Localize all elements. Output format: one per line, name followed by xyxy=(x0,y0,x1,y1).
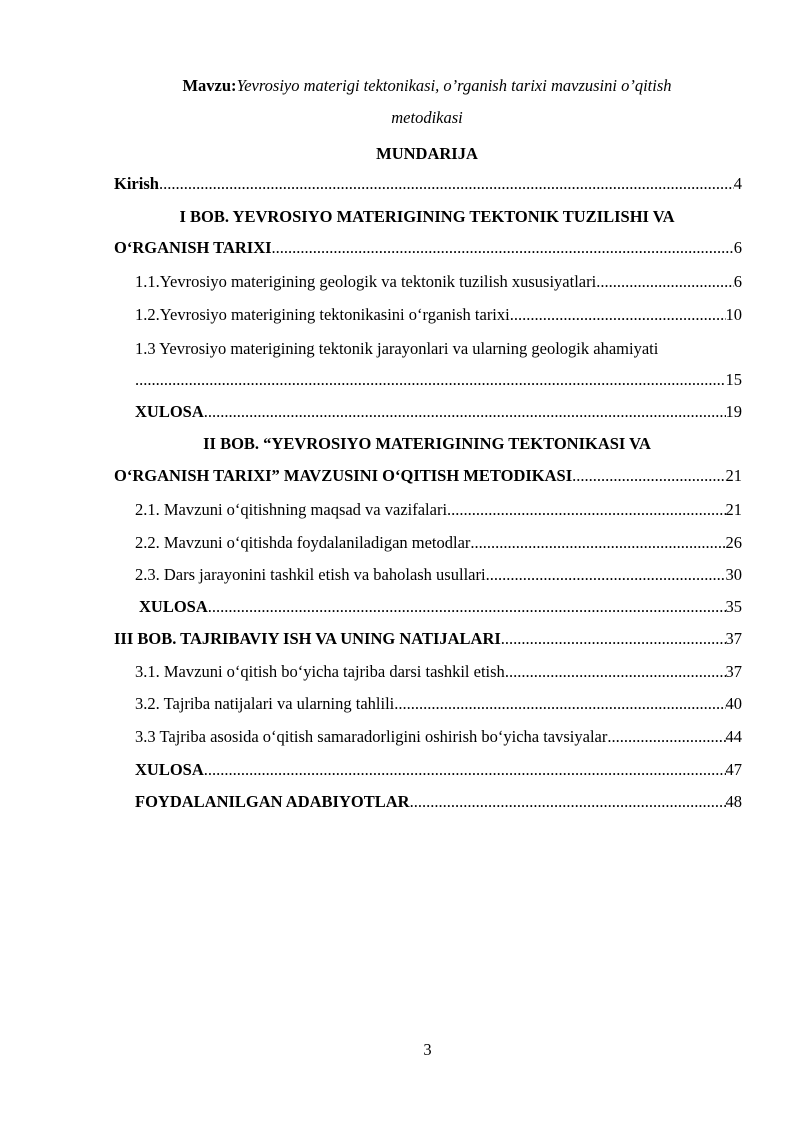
toc-entry-3-3[interactable] xyxy=(135,727,742,751)
leader-dots xyxy=(204,760,726,780)
leader-dots xyxy=(272,238,734,258)
toc-entry-xulosa-1[interactable] xyxy=(135,402,742,426)
toc-page-number: 48 xyxy=(725,792,742,811)
leader-dots xyxy=(572,466,725,486)
chapter-2-title-line-1: II BOB. “YEVROSIYO MATERIGINING TEKTONIKASI VA xyxy=(203,434,651,453)
toc-entry-label: 2.3. Dars jarayonini tashkil etish va baholash usullari xyxy=(135,565,486,584)
toc-page-number: 37 xyxy=(725,662,742,681)
section-number: 1.2. xyxy=(135,305,160,324)
leader-dots xyxy=(501,629,726,649)
leader-dots xyxy=(410,792,726,812)
toc-page-number: 4 xyxy=(733,174,742,193)
toc-page-number: 47 xyxy=(725,760,742,779)
toc-entry-label: O‘RGANISH TARIXI” MAVZUSINI O‘QITISH METODIKASI xyxy=(114,466,573,485)
toc-entry-label: XULOSA xyxy=(135,402,204,421)
toc-page-number: 35 xyxy=(725,597,742,616)
toc-page-number: 26 xyxy=(725,533,742,552)
leader-dots xyxy=(204,402,726,422)
leader-dots xyxy=(607,727,725,747)
topic-label: Mavzu: xyxy=(182,76,237,95)
toc-entry-label: Yevrosiyo materigining geologik va tektonik tuzilish xususiyatlari xyxy=(159,272,597,291)
toc-heading: MUNDARIJA xyxy=(376,144,478,163)
toc-entry-label: 2.1. Mavzuni o‘qitishning maqsad va vazifalari xyxy=(135,500,448,519)
toc-entry-label: O‘RGANISH TARIXI xyxy=(114,238,272,257)
leader-dots xyxy=(486,565,726,585)
leader-dots xyxy=(135,370,726,390)
toc-page-number: 21 xyxy=(725,500,742,519)
toc-entry-label: XULOSA xyxy=(135,760,204,779)
toc-entry-label: Yevrosiyo materigining tektonikasini o‘rganish tarixi xyxy=(159,305,510,324)
toc-entry-1-2[interactable] xyxy=(135,305,742,329)
toc-entry-3-2[interactable] xyxy=(135,694,742,718)
toc-page-number: 21 xyxy=(725,466,742,485)
toc-entry-xulosa-2[interactable] xyxy=(139,597,742,621)
page-number: 3 xyxy=(423,1040,432,1059)
toc-entry-2-1[interactable] xyxy=(135,500,742,524)
toc-entry-label: III BOB. TAJRIBAVIY ISH VA UNING NATIJALARI xyxy=(114,629,501,648)
toc-page-number: 40 xyxy=(725,694,742,713)
leader-dots xyxy=(447,500,725,520)
toc-page-number: 37 xyxy=(725,629,742,648)
leader-dots xyxy=(505,662,726,682)
toc-page-number: 15 xyxy=(725,370,742,389)
toc-page-number: 30 xyxy=(725,565,742,584)
toc-page-number: 6 xyxy=(733,238,742,257)
toc-entry-1-3[interactable] xyxy=(135,370,742,394)
toc-entry-chapter-2[interactable] xyxy=(114,466,742,490)
leader-dots xyxy=(208,597,726,617)
toc-entry-2-3[interactable] xyxy=(135,565,742,589)
toc-entry-label: 2.2. Mavzuni o‘qitishda foydalaniladigan metodlar xyxy=(135,533,471,552)
topic-text: Yevrosiyo materigi tektonikasi, o’rganish tarixi mavzusini o’qitish xyxy=(236,76,672,95)
toc-entry-1-3-label[interactable]: 1.3 Yevrosiyo materigining tektonik jarayonlari va ularning geologik ahamiyati xyxy=(135,339,659,358)
toc-page-number: 6 xyxy=(733,272,742,291)
toc-entry-2-2[interactable] xyxy=(135,533,742,557)
leader-dots xyxy=(596,272,734,292)
toc-entry-chapter-1[interactable] xyxy=(114,238,742,262)
toc-entry-xulosa-3[interactable] xyxy=(135,760,742,784)
leader-dots xyxy=(470,533,725,553)
toc-entry-label: 3.2. Tajriba natijalari va ularning tahlili xyxy=(135,694,395,713)
toc-entry-1-1[interactable] xyxy=(135,272,742,296)
toc-page-number: 10 xyxy=(725,305,742,324)
leader-dots xyxy=(510,305,726,325)
toc-entry-kirish[interactable] xyxy=(114,174,742,198)
toc-entry-label: FOYDALANILGAN ADABIYOTLAR xyxy=(135,792,410,811)
leader-dots xyxy=(159,174,734,194)
chapter-1-title-line-1: I BOB. YEVROSIYO MATERIGINING TEKTONIK TUZILISHI VA xyxy=(179,207,675,226)
toc-entry-label: XULOSA xyxy=(139,597,208,616)
toc-page-number: 19 xyxy=(725,402,742,421)
toc-entry-label: 3.3 Tajriba asosida o‘qitish samaradorligini oshirish bo‘yicha tavsiyalar xyxy=(135,727,608,746)
toc-entry-references[interactable] xyxy=(135,792,742,816)
toc-entry-label: Kirish xyxy=(114,174,159,193)
topic-line-1 xyxy=(112,76,742,96)
toc-entry-label: 3.1. Mavzuni o‘qitish bo‘yicha tajriba darsi tashkil etish xyxy=(135,662,505,681)
leader-dots xyxy=(394,694,725,714)
toc-page-number: 44 xyxy=(725,727,742,746)
topic-line-2: metodikasi xyxy=(391,108,463,127)
toc-entry-3-1[interactable] xyxy=(135,662,742,686)
toc-entry-chapter-3[interactable] xyxy=(114,629,742,653)
section-number: 1.1. xyxy=(135,272,160,291)
